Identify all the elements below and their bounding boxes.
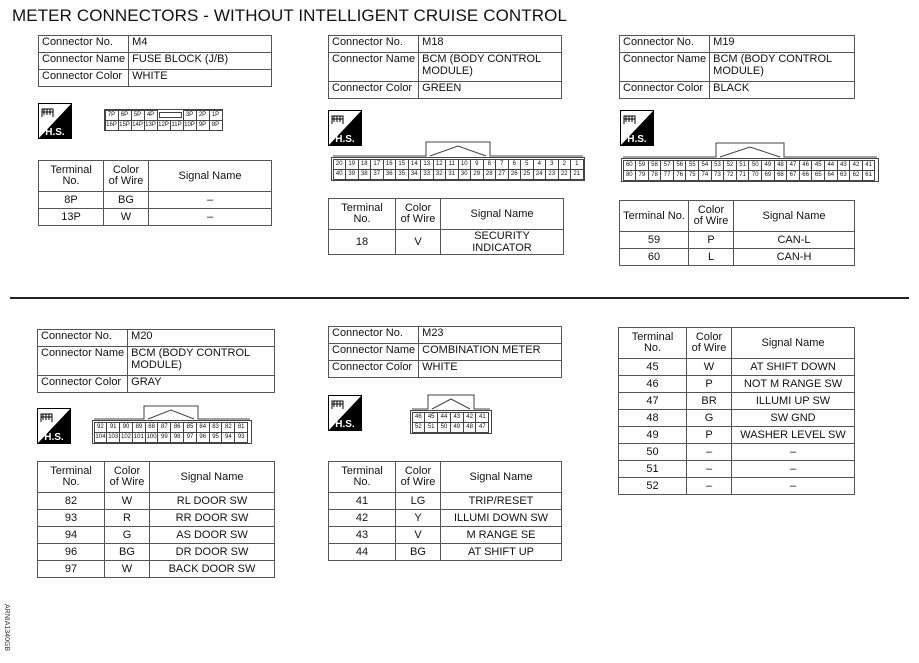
- section-divider: [10, 297, 909, 299]
- terminal-pin: 72: [723, 170, 737, 181]
- terminal-pin: 6P: [118, 110, 132, 121]
- label-connector-color: Connector Color: [39, 70, 129, 87]
- terminal-pin: 22: [558, 169, 572, 180]
- signal-name-cell: –: [149, 192, 272, 209]
- terminal-pin: 73: [711, 170, 725, 181]
- label-connector-name: Connector Name: [329, 53, 419, 82]
- terminal-pin: 70: [748, 170, 762, 181]
- terminal-no-cell: 51: [619, 461, 687, 478]
- signal-name-cell: –: [732, 478, 855, 495]
- table-row: [38, 510, 275, 527]
- terminal-pin: 41: [862, 160, 876, 171]
- connector-latch: [92, 402, 252, 420]
- terminal-no-cell: 46: [619, 376, 687, 393]
- signal-name-cell: WASHER LEVEL SW: [732, 427, 855, 444]
- label-connector-no: Connector No.: [620, 36, 710, 53]
- figure-code: ARNIA1340GB: [3, 604, 10, 652]
- terminal-pin: 57: [660, 160, 674, 171]
- connector-name-value: COMBINATION METER: [419, 344, 562, 361]
- terminal-no-cell: 59: [620, 232, 689, 249]
- header-terminal-no: Terminal No.: [38, 462, 105, 493]
- wire-color-cell: V: [396, 230, 441, 255]
- terminal-pin: 1: [570, 159, 584, 170]
- connector-info-m4: [38, 35, 272, 87]
- terminal-pin: 7: [495, 159, 509, 170]
- connector-name-value: FUSE BLOCK (J/B): [129, 53, 272, 70]
- terminal-pin: 37: [370, 169, 384, 180]
- terminal-pin: 11: [445, 159, 459, 170]
- connector-color-value: GREEN: [419, 82, 562, 99]
- terminal-pin: 91: [106, 422, 120, 433]
- header-signal-name: Signal Name: [149, 161, 272, 192]
- wire-color-cell: W: [104, 209, 149, 226]
- terminal-pin: 51: [424, 422, 438, 433]
- terminal-pin: 92: [94, 422, 108, 433]
- terminal-pin: 103: [106, 432, 120, 443]
- table-row: [619, 444, 855, 461]
- terminal-pin: 40: [333, 169, 347, 180]
- terminal-pin: 1P: [209, 110, 223, 121]
- terminal-pin: 81: [234, 422, 248, 433]
- signal-name-cell: SECURITY INDICATOR: [441, 230, 564, 255]
- terminal-pin: 88: [145, 422, 159, 433]
- terminal-pin: 62: [849, 170, 863, 181]
- signal-name-cell: –: [149, 209, 272, 226]
- terminal-no-cell: 47: [619, 393, 687, 410]
- terminal-pin: 90: [119, 422, 133, 433]
- connector-face-m23: [410, 390, 492, 434]
- terminal-pin: 63: [837, 170, 851, 181]
- terminal-table-m23-continued: [618, 327, 855, 495]
- terminal-pin: 43: [837, 160, 851, 171]
- terminal-pin: 2: [558, 159, 572, 170]
- header-terminal-no: Terminal No.: [619, 328, 687, 359]
- wire-color-cell: V: [396, 527, 441, 544]
- terminal-pin: 6: [508, 159, 522, 170]
- header-color-of-wire: Color of Wire: [687, 328, 732, 359]
- terminal-pin: 17: [370, 159, 384, 170]
- connector-info-m18: [328, 35, 562, 99]
- svg-text:H.S.: H.S.: [627, 134, 647, 145]
- terminal-pin: 83: [209, 422, 223, 433]
- wire-color-cell: R: [105, 510, 150, 527]
- label-connector-no: Connector No.: [329, 327, 419, 344]
- terminal-pin: 64: [824, 170, 838, 181]
- signal-name-cell: RL DOOR SW: [150, 493, 275, 510]
- terminal-pin: 5: [520, 159, 534, 170]
- connector-info-m19: [619, 35, 855, 99]
- terminal-table-m20: [37, 461, 275, 578]
- terminal-pin: 48: [774, 160, 788, 171]
- terminal-pin: 16P: [105, 120, 119, 131]
- terminal-no-cell: 97: [38, 561, 105, 578]
- terminal-pin: 96: [196, 432, 210, 443]
- terminal-pin: 5P: [131, 110, 145, 121]
- terminal-pin: 47: [786, 160, 800, 171]
- terminal-pin: 46: [412, 412, 426, 423]
- terminal-pin: 67: [786, 170, 800, 181]
- terminal-pin: 39: [345, 169, 359, 180]
- connector-face-m4: [104, 109, 223, 131]
- wire-color-cell: Y: [396, 510, 441, 527]
- terminal-pin: 46: [799, 160, 813, 171]
- header-signal-name: Signal Name: [441, 199, 564, 230]
- terminal-pin: 12P: [157, 120, 171, 131]
- signal-name-cell: CAN-H: [734, 249, 855, 266]
- terminal-no-cell: 94: [38, 527, 105, 544]
- signal-name-cell: AT SHIFT UP: [441, 544, 562, 561]
- signal-name-cell: AS DOOR SW: [150, 527, 275, 544]
- connector-no-value: M4: [129, 36, 272, 53]
- terminal-pin: 44: [437, 412, 451, 423]
- header-signal-name: Signal Name: [732, 328, 855, 359]
- signal-name-cell: –: [732, 444, 855, 461]
- connector-latch: [331, 137, 585, 157]
- terminal-pin: 29: [470, 169, 484, 180]
- terminal-pin: 49: [761, 160, 775, 171]
- wire-color-cell: –: [687, 478, 732, 495]
- label-connector-color: Connector Color: [329, 361, 419, 378]
- svg-text:H.S.: H.S.: [335, 134, 355, 145]
- connector-no-value: M20: [128, 330, 275, 347]
- terminal-pin: 66: [799, 170, 813, 181]
- terminal-pin: 89: [132, 422, 146, 433]
- terminal-pin: 101: [132, 432, 146, 443]
- header-signal-name: Signal Name: [150, 462, 275, 493]
- terminal-pin: 48: [463, 422, 477, 433]
- terminal-pin: 98: [170, 432, 184, 443]
- terminal-pin: 86: [170, 422, 184, 433]
- terminal-pin: 47: [475, 422, 489, 433]
- wire-color-cell: L: [689, 249, 734, 266]
- signal-name-cell: SW GND: [732, 410, 855, 427]
- signal-name-cell: NOT M RANGE SW: [732, 376, 855, 393]
- svg-text:H.S.: H.S.: [45, 127, 65, 138]
- terminal-pin: 19: [345, 159, 359, 170]
- label-connector-name: Connector Name: [620, 53, 710, 82]
- terminal-pin: 65: [811, 170, 825, 181]
- wire-color-cell: P: [689, 232, 734, 249]
- terminal-pin: 50: [748, 160, 762, 171]
- terminal-no-cell: 50: [619, 444, 687, 461]
- label-connector-name: Connector Name: [329, 344, 419, 361]
- terminal-pin: 43: [450, 412, 464, 423]
- terminal-pin: 30: [458, 169, 472, 180]
- terminal-pin: 68: [774, 170, 788, 181]
- table-row: [619, 410, 855, 427]
- signal-name-cell: AT SHIFT DOWN: [732, 359, 855, 376]
- terminal-table-m19: [619, 200, 855, 266]
- table-row: [620, 232, 855, 249]
- terminal-pin: 76: [673, 170, 687, 181]
- terminal-pin: 58: [648, 160, 662, 171]
- terminal-pin: 12: [433, 159, 447, 170]
- terminal-pin: 3: [545, 159, 559, 170]
- terminal-no-cell: 42: [329, 510, 396, 527]
- connector-latch: [621, 138, 879, 158]
- header-color-of-wire: Color of Wire: [689, 201, 734, 232]
- terminal-pin: 13P: [144, 120, 158, 131]
- table-row: [619, 359, 855, 376]
- terminal-pin: 99: [157, 432, 171, 443]
- terminal-no-cell: 49: [619, 427, 687, 444]
- label-connector-name: Connector Name: [39, 53, 129, 70]
- terminal-pin: 102: [119, 432, 133, 443]
- connector-name-value: BCM (BODY CONTROL MODULE): [710, 53, 855, 82]
- table-row: [329, 544, 562, 561]
- wire-color-cell: LG: [396, 493, 441, 510]
- terminal-pin: 9: [470, 159, 484, 170]
- signal-name-cell: M RANGE SE: [441, 527, 562, 544]
- svg-text:H.S.: H.S.: [335, 419, 355, 430]
- terminal-pin: 38: [358, 169, 372, 180]
- connector-name-value: BCM (BODY CONTROL MODULE): [128, 347, 275, 376]
- terminal-pin: 87: [157, 422, 171, 433]
- wire-color-cell: BG: [104, 192, 149, 209]
- terminal-pin: 49: [450, 422, 464, 433]
- wire-color-cell: P: [687, 427, 732, 444]
- label-connector-name: Connector Name: [38, 347, 128, 376]
- header-terminal-no: Terminal No.: [329, 199, 396, 230]
- table-row: [619, 376, 855, 393]
- table-row: [39, 192, 272, 209]
- terminal-pin: 34: [408, 169, 422, 180]
- terminal-pin: 25: [520, 169, 534, 180]
- terminal-pin: 55: [685, 160, 699, 171]
- connector-info-m23: [328, 326, 562, 378]
- terminal-pin: 95: [209, 432, 223, 443]
- connector-face-m19: [621, 138, 879, 182]
- wire-color-cell: G: [687, 410, 732, 427]
- terminal-pin: 80: [623, 170, 637, 181]
- terminal-pin: 13: [420, 159, 434, 170]
- wire-color-cell: P: [687, 376, 732, 393]
- table-row: [38, 544, 275, 561]
- wire-color-cell: BG: [396, 544, 441, 561]
- terminal-pin: 41: [475, 412, 489, 423]
- terminal-pin: 85: [183, 422, 197, 433]
- terminal-table-m23: [328, 461, 562, 561]
- label-connector-color: Connector Color: [329, 82, 419, 99]
- terminal-pin: 42: [463, 412, 477, 423]
- terminal-no-cell: 41: [329, 493, 396, 510]
- wire-color-cell: G: [105, 527, 150, 544]
- terminal-pin: 15: [395, 159, 409, 170]
- terminal-pin: 33: [420, 169, 434, 180]
- signal-name-cell: –: [732, 461, 855, 478]
- terminal-no-cell: 52: [619, 478, 687, 495]
- terminal-pin: 9P: [196, 120, 210, 131]
- label-connector-no: Connector No.: [39, 36, 129, 53]
- connector-no-value: M18: [419, 36, 562, 53]
- terminal-pin: 44: [824, 160, 838, 171]
- terminal-pin: 8: [483, 159, 497, 170]
- header-terminal-no: Terminal No.: [39, 161, 104, 192]
- terminal-pin: 18: [358, 159, 372, 170]
- table-row: [38, 561, 275, 578]
- terminal-pin: 21: [570, 169, 584, 180]
- table-row: [620, 249, 855, 266]
- label-connector-color: Connector Color: [38, 376, 128, 393]
- wire-color-cell: W: [105, 493, 150, 510]
- wire-color-cell: –: [687, 444, 732, 461]
- terminal-no-cell: 44: [329, 544, 396, 561]
- label-connector-color: Connector Color: [620, 82, 710, 99]
- terminal-pin: 54: [698, 160, 712, 171]
- terminal-pin: 59: [635, 160, 649, 171]
- wire-color-cell: W: [687, 359, 732, 376]
- page-title: METER CONNECTORS - WITHOUT INTELLIGENT CRUISE CONTROL: [12, 6, 568, 25]
- table-row: [329, 230, 564, 255]
- signal-name-cell: DR DOOR SW: [150, 544, 275, 561]
- terminal-pin: 60: [623, 160, 637, 171]
- connector-color-value: GRAY: [128, 376, 275, 393]
- terminal-pin: 27: [495, 169, 509, 180]
- terminal-pin: 52: [723, 160, 737, 171]
- connector-latch: [410, 390, 492, 410]
- terminal-pin: 78: [648, 170, 662, 181]
- terminal-pin: 35: [395, 169, 409, 180]
- terminal-no-cell: 8P: [39, 192, 104, 209]
- header-terminal-no: Terminal No.: [620, 201, 689, 232]
- terminal-pin: 42: [849, 160, 863, 171]
- terminal-pin: 97: [183, 432, 197, 443]
- connector-color-value: WHITE: [129, 70, 272, 87]
- terminal-pin: 84: [196, 422, 210, 433]
- connector-no-value: M23: [419, 327, 562, 344]
- terminal-no-cell: 60: [620, 249, 689, 266]
- terminal-pin: 8P: [209, 120, 223, 131]
- signal-name-cell: ILLUMI DOWN SW: [441, 510, 562, 527]
- harness-side-icon: [328, 395, 362, 431]
- table-row: [329, 493, 562, 510]
- signal-name-cell: RR DOOR SW: [150, 510, 275, 527]
- connector-no-value: M19: [710, 36, 855, 53]
- header-signal-name: Signal Name: [441, 462, 562, 493]
- table-row: [39, 209, 272, 226]
- terminal-pin: 79: [635, 170, 649, 181]
- terminal-pin: 77: [660, 170, 674, 181]
- terminal-pin: 51: [736, 160, 750, 171]
- terminal-pin: 4P: [144, 110, 158, 121]
- terminal-pin: 53: [711, 160, 725, 171]
- connector-name-value: BCM (BODY CONTROL MODULE): [419, 53, 562, 82]
- terminal-pin: 14P: [131, 120, 145, 131]
- terminal-pin: 69: [761, 170, 775, 181]
- terminal-pin: 104: [94, 432, 108, 443]
- table-row: [329, 527, 562, 544]
- terminal-pin: 100: [145, 432, 159, 443]
- terminal-no-cell: 45: [619, 359, 687, 376]
- terminal-no-cell: 96: [38, 544, 105, 561]
- connector-color-value: BLACK: [710, 82, 855, 99]
- table-row: [329, 510, 562, 527]
- terminal-pin: 45: [424, 412, 438, 423]
- table-row: [38, 493, 275, 510]
- terminal-pin: 61: [862, 170, 876, 181]
- terminal-pin: 71: [736, 170, 750, 181]
- harness-side-icon: [38, 103, 72, 139]
- terminal-pin: 50: [437, 422, 451, 433]
- header-color-of-wire: Color of Wire: [104, 161, 149, 192]
- label-connector-no: Connector No.: [38, 330, 128, 347]
- terminal-pin: 56: [673, 160, 687, 171]
- table-row: [619, 461, 855, 478]
- terminal-no-cell: 13P: [39, 209, 104, 226]
- terminal-pin: 4: [533, 159, 547, 170]
- terminal-pin: 52: [412, 422, 426, 433]
- svg-text:H.S.: H.S.: [44, 432, 64, 443]
- terminal-pin: 14: [408, 159, 422, 170]
- terminal-no-cell: 48: [619, 410, 687, 427]
- terminal-pin: 26: [508, 169, 522, 180]
- terminal-pin: 3P: [183, 110, 197, 121]
- signal-name-cell: ILLUMI UP SW: [732, 393, 855, 410]
- table-row: [619, 427, 855, 444]
- terminal-pin: 28: [483, 169, 497, 180]
- terminal-pin: 32: [433, 169, 447, 180]
- terminal-pin: 24: [533, 169, 547, 180]
- signal-name-cell: CAN-L: [734, 232, 855, 249]
- terminal-pin: 7P: [105, 110, 119, 121]
- wire-color-cell: W: [105, 561, 150, 578]
- terminal-pin: 36: [383, 169, 397, 180]
- terminal-pin: 20: [333, 159, 347, 170]
- table-row: [619, 478, 855, 495]
- terminal-no-cell: 18: [329, 230, 396, 255]
- terminal-pin: 15P: [118, 120, 132, 131]
- harness-side-icon: [37, 408, 71, 444]
- terminal-pin: 10P: [183, 120, 197, 131]
- terminal-pin: 82: [221, 422, 235, 433]
- terminal-no-cell: 82: [38, 493, 105, 510]
- terminal-table-m18: [328, 198, 564, 255]
- terminal-pin: 31: [445, 169, 459, 180]
- terminal-pin: 10: [458, 159, 472, 170]
- terminal-pin: 23: [545, 169, 559, 180]
- terminal-pin: 93: [234, 432, 248, 443]
- terminal-pin: 45: [811, 160, 825, 171]
- terminal-pin: 75: [685, 170, 699, 181]
- terminal-no-cell: 43: [329, 527, 396, 544]
- terminal-pin: 74: [698, 170, 712, 181]
- terminal-pin: 2P: [196, 110, 210, 121]
- header-color-of-wire: Color of Wire: [396, 199, 441, 230]
- connector-info-m20: [37, 329, 275, 393]
- terminal-pin: 16: [383, 159, 397, 170]
- connector-face-m18: [331, 137, 585, 181]
- terminal-pin: 11P: [170, 120, 184, 131]
- signal-name-cell: TRIP/RESET: [441, 493, 562, 510]
- connector-face-m20: [92, 402, 252, 444]
- header-color-of-wire: Color of Wire: [396, 462, 441, 493]
- label-connector-no: Connector No.: [329, 36, 419, 53]
- header-color-of-wire: Color of Wire: [105, 462, 150, 493]
- wire-color-cell: BG: [105, 544, 150, 561]
- wire-color-cell: BR: [687, 393, 732, 410]
- wire-color-cell: –: [687, 461, 732, 478]
- signal-name-cell: BACK DOOR SW: [150, 561, 275, 578]
- connector-color-value: WHITE: [419, 361, 562, 378]
- header-terminal-no: Terminal No.: [329, 462, 396, 493]
- terminal-pin: 94: [221, 432, 235, 443]
- table-row: [619, 393, 855, 410]
- terminal-no-cell: 93: [38, 510, 105, 527]
- header-signal-name: Signal Name: [734, 201, 855, 232]
- table-row: [38, 527, 275, 544]
- terminal-table-m4: [38, 160, 272, 226]
